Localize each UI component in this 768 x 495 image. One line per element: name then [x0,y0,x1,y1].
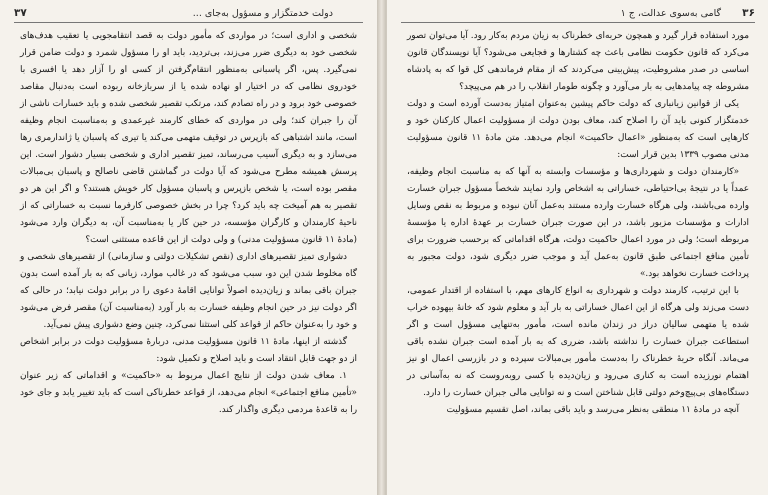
right-running-head: گامی به‌سوی عدالت، ج ۱ [620,8,721,19]
left-page-number: ۳۷ [14,7,27,19]
left-paragraph-1: شخصی و اداری است؛ در مواردی که مأمور دولت به قصد انتقامجویی یا تعقیب هدف‌های شخصی خود به دیگری ضرر می‌زند، بی‌تردید، باید او را مسؤول شمرد و دولت ضامن قرار نمی‌گیرد. پس، اگر پاسبانی به‌منظور انتقام‌گرفتن از کسی او را آزار دهد یا افسری با خودروی نظامی که در اختیار او نهاده شده یا از سربازخانه ربوده است به‌دنبال مقاصد خصوصی خود برود و در راه تصادم کند، مرتکب تقصیر شخصی شده و باید خسارات ناشی از آن را جبران کند؛ ولی در مواردی که خطای کارمند غیرعمدی و به‌مناسبت انجام وظیفه است، مانند اشتباهی که بازپرس در توقیف متهمی می‌کند یا تیری که پاسبان یا ژاندارمری رها می‌سازد و به دیگری آسیب می‌رساند، تمیز تقصیر اداری و شخصی بسیار دشوار است. این پرسش همیشه مطرح می‌شود که آیا دولت در گماشتن قاضی ناصالح و پاسبان بی‌مبالات مقصر بوده است، یا شخص بازپرس و پاسبان مسؤول کار خویش هستند؟ و اگر این هر دو تقصیر به هم آمیخت چه باید کرد؟ چرا در بخش خصوصی کارفرما نسبت به خساراتی که از ناحیهٔ کارمندان و کارگران مؤسسه، در حین کار یا به‌مناسبت آن، به دیگران وارد می‌شود (مادهٔ ۱۱ قانون مسؤولیت مدنی) و ولی دولت از این قاعده مستثنی است؟ [20,31,357,245]
right-paragraph-2: یکی از قوانین زیانباری که دولت حاکم پیشین به‌عنوان امتیاز به‌دست آورده است و دولت خدمتگزار کنونی باید آن را اصلاح کند، معاف بودن دولت از مسؤولیت اعمال کارکنان خود و کارهایی است که به‌منظور «اعمال حاکمیت» انجام می‌دهد. متن مادهٔ ۱۱ قانون مسؤولیت مدنی مصوب ۱۳۳۹ بدین قرار است: [407,99,749,160]
left-page-body [20,28,357,493]
left-paragraph-3: گذشته از اینها، مادهٔ ۱۱ قانون مسؤولیت مدنی، دربارهٔ مسؤولیت دولت در برابر اشخاص از دو جهت قابل انتقاد است و باید اصلاح و تکمیل شود: [20,337,357,364]
right-paragraph-3: «کارمندان دولت و شهرداری‌ها و مؤسسات وابسته به آنها که به مناسبت انجام وظیفه، عمداً یا در نتیجهٔ بی‌احتیاطی، خساراتی به اشخاص وارد نمایند شخصاً مسؤول جبران خسارت وارده می‌باشند، ولی هرگاه خسارت وارده مستند به‌عمل آنان نبوده و مربوط به نقص وسایل ادارات و مؤسسات مزبور باشد، در این صورت جبران خسارت بر عهدهٔ اداره یا مؤسسهٔ مربوطه است؛ ولی در مورد اعمال حاکمیت دولت، هرگاه اقداماتی که برحسب ضرورت برای تأمین منافع اجتماعی طبق قانون به‌عمل آید و موجب ضرر دیگری شود، دولت مجبور به پرداخت خسارت نخواهد بود.» [407,167,749,279]
right-paragraph-5: آنچه در مادهٔ ۱۱ منطقی به‌نظر می‌رسد و باید باقی بماند، اصل تقسیم مسؤولیت [446,405,739,415]
right-page-number: ۳۶ [742,7,755,19]
left-running-head: دولت خدمتگزار و مسؤول به‌جای ... [192,8,333,19]
left-paragraph-4: ۱. معاف شدن دولت از نتایج اعمال مربوط به «حاکمیت» و اقداماتی که زیر عنوان «تأمین منافع اجتماعی» انجام می‌دهد، از قواعد خطرناکی است که باید تغییر یابد و جای خود را به قاعدهٔ مردمی دیگری واگذار کند. [20,371,357,415]
right-page-header [401,8,755,23]
book-gutter [377,0,386,495]
left-page [0,0,378,495]
left-page-header [14,8,363,23]
left-paragraph-2: دشواری تمیز تقصیرهای اداری (نقص تشکیلات دولتی و سازمانی) از تقصیرهای شخصی و گاه مخلوط شدن این دو، سبب می‌شود که در غالب موارد، زیانی که به بار آمده است بدون جبران باقی بماند و زیان‌دیده اصولاً توانایی اقامهٔ دعوی را در برابر دولت نیابد؛ در حالی که اگر دولت نیز در حین انجام وظیفه خسارت به بار آورد (به‌مناسبت آن) مقصر فرض می‌شود و خود را به‌عنوان حاکم از قواعد کلی استثنا نمی‌کرد، چنین وضع دشواری پیش نمی‌آید. [20,252,357,330]
right-paragraph-4: با این ترتیب، کارمند دولت و شهرداری به انواع کارهای مهم، با استفاده از اقتدار عمومی، دست می‌زند ولی هرگاه از این اعمال خساراتی به بار آید و معلوم شود که خانهٔ بیهوده خراب شده یا متهمی سالیان دراز در زندان مانده است، مأمور به‌تنهایی مسؤول است و اگر استطاعت جبران خسارت را نداشته باشد، ضرری که به بار آمده است جبران نشده باقی می‌ماند. آنگاه حربهٔ خطرناک را به‌دست مأمور بی‌مبالات سپرده و در بازرسی اعمال او نیز اهتمام نورزیده است به کناری می‌رود و زیان‌دیده با کسی روبه‌روست که نه به‌آسانی در دستگاه‌های بی‌پیچ‌وخم دولتی قابل شناختن است و نه توانایی مالی جبران خسارت را دارد. [407,286,749,398]
right-paragraph-1: مورد استفاده قرار گیرد و همچون حربه‌ای خطرناک به زیان مردم به‌کار رود. آیا می‌توان تصور می‌کرد که قانون حکومت نظامی باعث چه کشتارها و فجایعی می‌شود؟ آیا نویسندگان قانون اساسی در صدر مشروطیت، پیش‌بینی می‌کردند که از مقام فرماندهی کل قوا که به پادشاه مشروطه چه پیامدهایی به بار می‌آورد و چگونه طومار انقلاب را در هم می‌پیچد؟ [407,31,749,92]
right-page [386,0,768,495]
right-page-body [407,28,749,493]
